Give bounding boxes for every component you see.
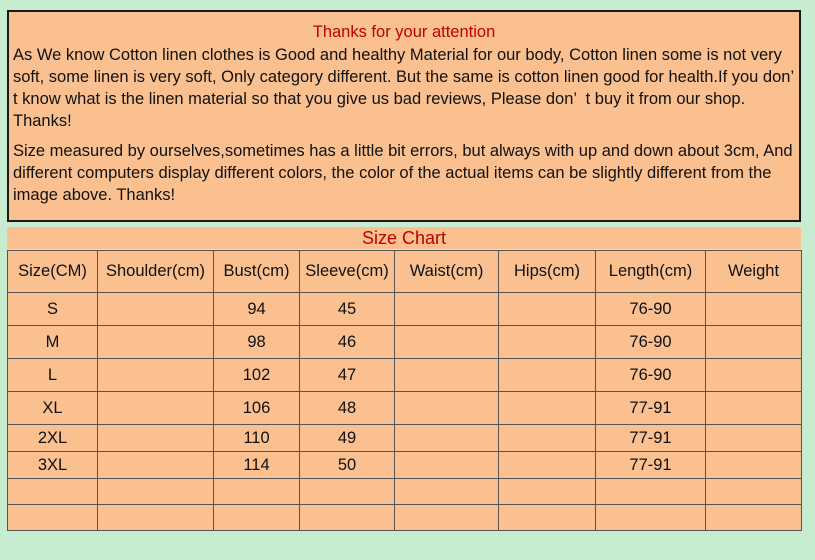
cell-length: 76-90 xyxy=(596,359,706,392)
cell-bust xyxy=(214,505,300,531)
cell-length: 77-91 xyxy=(596,425,706,452)
cell-shoulder xyxy=(98,326,214,359)
cell-waist xyxy=(395,359,499,392)
header-size: Size(CM) xyxy=(8,251,98,293)
cell-sleeve: 50 xyxy=(300,452,395,479)
cell-shoulder xyxy=(98,293,214,326)
notice-paragraph-linen: As We know Cotton linen clothes is Good and healthy Material for our body, Cotton linen some is not very soft, some linen is very soft, Only category different. But the same is cotton linen good for health.If you don’ t know what is the linen material so that you give us bad reviews, Please don’ t buy it from our shop. Thanks! xyxy=(13,46,803,130)
table-row xyxy=(8,326,802,359)
table-row xyxy=(8,505,802,531)
cell-bust: 114 xyxy=(214,452,300,479)
cell-waist xyxy=(395,425,499,452)
table-row xyxy=(8,392,802,425)
cell-waist xyxy=(395,293,499,326)
cell-weight xyxy=(706,452,802,479)
header-weight: Weight xyxy=(706,251,802,293)
notice-title: Thanks for your attention xyxy=(312,23,496,41)
cell-bust: 102 xyxy=(214,359,300,392)
cell-size: L xyxy=(8,359,98,392)
cell-hips xyxy=(499,505,596,531)
header-waist: Waist(cm) xyxy=(395,251,499,293)
cell-weight xyxy=(706,425,802,452)
cell-sleeve: 47 xyxy=(300,359,395,392)
cell-bust xyxy=(214,479,300,505)
table-row xyxy=(8,452,802,479)
cell-bust: 94 xyxy=(214,293,300,326)
cell-sleeve: 45 xyxy=(300,293,395,326)
cell-shoulder xyxy=(98,479,214,505)
cell-shoulder xyxy=(98,452,214,479)
cell-shoulder xyxy=(98,425,214,452)
cell-length: 77-91 xyxy=(596,392,706,425)
cell-hips xyxy=(499,359,596,392)
cell-hips xyxy=(499,326,596,359)
header-shoulder: Shoulder(cm) xyxy=(98,251,214,293)
cell-weight xyxy=(706,392,802,425)
cell-length xyxy=(596,505,706,531)
cell-weight xyxy=(706,505,802,531)
cell-size: 3XL xyxy=(8,452,98,479)
size-chart-table xyxy=(7,250,802,531)
cell-hips xyxy=(499,452,596,479)
cell-sleeve xyxy=(300,505,395,531)
cell-length: 77-91 xyxy=(596,452,706,479)
table-header-row xyxy=(8,251,802,293)
cell-waist xyxy=(395,505,499,531)
header-hips: Hips(cm) xyxy=(499,251,596,293)
cell-size: M xyxy=(8,326,98,359)
size-chart-title: Size Chart xyxy=(7,227,801,249)
header-length: Length(cm) xyxy=(596,251,706,293)
cell-bust: 106 xyxy=(214,392,300,425)
cell-waist xyxy=(395,326,499,359)
cell-shoulder xyxy=(98,359,214,392)
cell-waist xyxy=(395,392,499,425)
cell-weight xyxy=(706,293,802,326)
cell-weight xyxy=(706,359,802,392)
cell-hips xyxy=(499,425,596,452)
cell-sleeve: 48 xyxy=(300,392,395,425)
cell-sleeve xyxy=(300,479,395,505)
cell-size xyxy=(8,505,98,531)
cell-weight xyxy=(706,479,802,505)
cell-waist xyxy=(395,479,499,505)
cell-size: S xyxy=(8,293,98,326)
cell-hips xyxy=(499,479,596,505)
cell-shoulder xyxy=(98,505,214,531)
cell-waist xyxy=(395,452,499,479)
cell-sleeve: 49 xyxy=(300,425,395,452)
cell-length: 76-90 xyxy=(596,293,706,326)
cell-hips xyxy=(499,392,596,425)
cell-size: 2XL xyxy=(8,425,98,452)
cell-length: 76-90 xyxy=(596,326,706,359)
cell-length xyxy=(596,479,706,505)
notice-paragraph-measurement: Size measured by ourselves,sometimes has a little bit errors, but always with up and down about 3cm, And different computers display different colors, the color of the actual items can be slightly different from the image above. Thanks! xyxy=(13,142,798,204)
table-row xyxy=(8,425,802,452)
cell-bust: 110 xyxy=(214,425,300,452)
header-sleeve: Sleeve(cm) xyxy=(300,251,395,293)
header-bust: Bust(cm) xyxy=(214,251,300,293)
table-row xyxy=(8,479,802,505)
cell-shoulder xyxy=(98,392,214,425)
cell-bust: 98 xyxy=(214,326,300,359)
table-row xyxy=(8,293,802,326)
notice-panel xyxy=(7,10,801,222)
cell-hips xyxy=(499,293,596,326)
cell-weight xyxy=(706,326,802,359)
cell-sleeve: 46 xyxy=(300,326,395,359)
table-row xyxy=(8,359,802,392)
cell-size xyxy=(8,479,98,505)
cell-size: XL xyxy=(8,392,98,425)
